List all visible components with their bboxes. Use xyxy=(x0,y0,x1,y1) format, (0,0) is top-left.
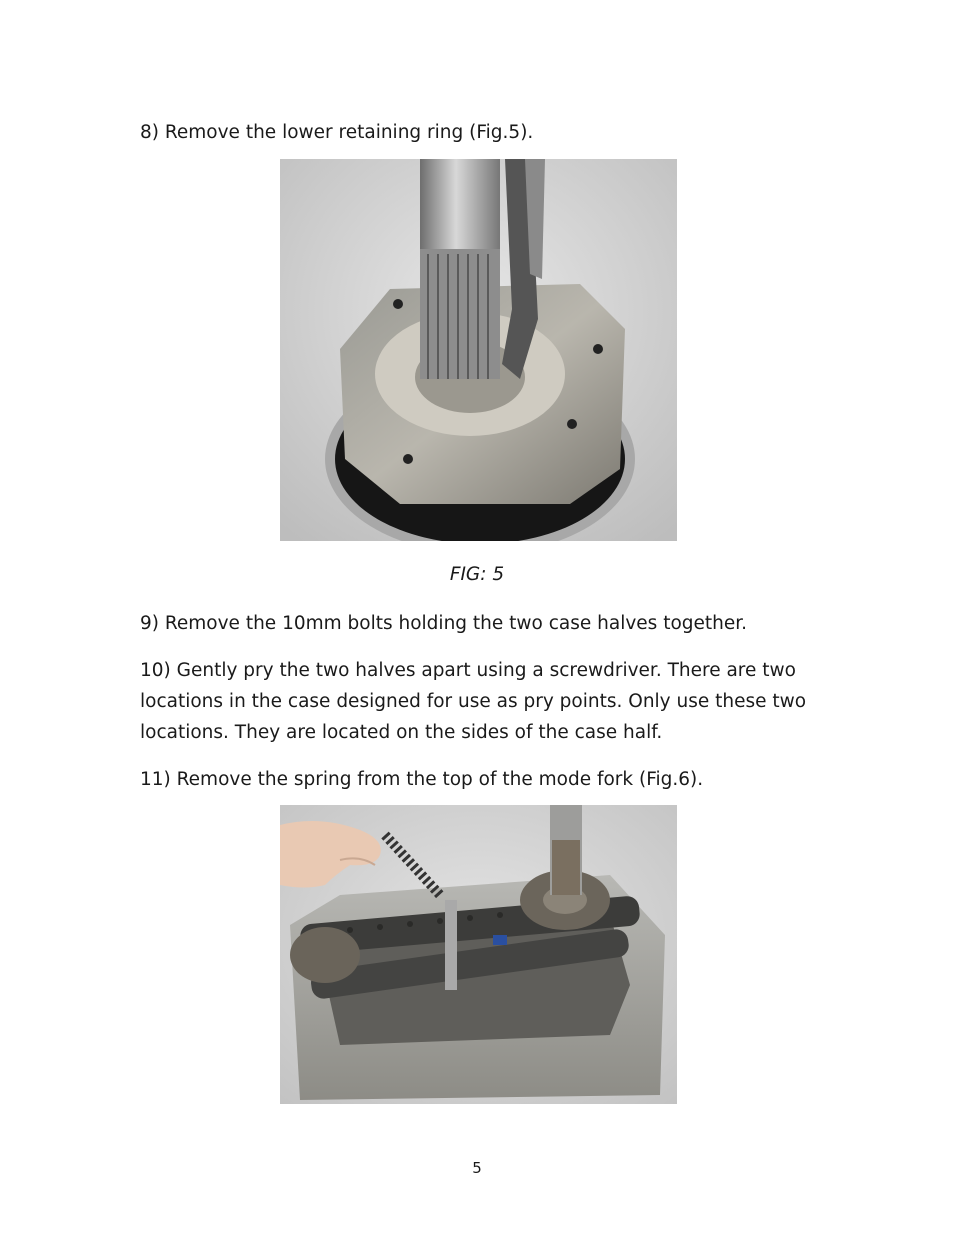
step-8-text: 8) Remove the lower retaining ring (Fig.5). xyxy=(140,122,534,143)
figure-6-photo-mode-fork-spring xyxy=(280,805,677,1104)
figure-5-caption: FIG: 5 xyxy=(449,564,505,585)
step-11-text: 11) Remove the spring from the top of the mode fork (Fig.6). xyxy=(140,769,704,790)
figure-5-photo-retaining-ring xyxy=(280,159,677,541)
step-9-text: 9) Remove the 10mm bolts holding the two case halves together. xyxy=(140,613,748,634)
page-number: 5 xyxy=(472,1159,482,1177)
step-10-text: 10) Gently pry the two halves apart using a screwdriver. There are two locations in the case designed for use as pry points. Only use these two locations. They are located on the sides of the case half. xyxy=(140,660,807,743)
